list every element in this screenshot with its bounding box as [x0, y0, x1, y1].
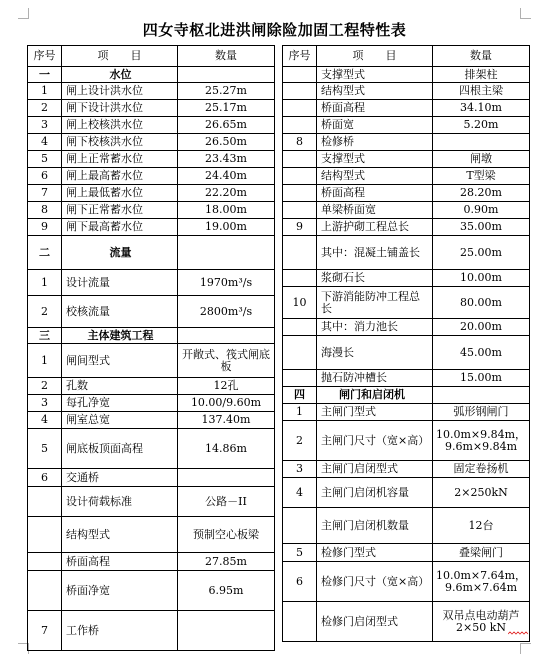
table-row: [283, 67, 530, 83]
row-item-name: 主体建筑工程: [62, 328, 178, 344]
table-row: [28, 469, 275, 487]
row-item-name: 流量: [62, 236, 178, 270]
table-row: [283, 219, 530, 236]
table-row: [28, 344, 275, 378]
row-value: 14.86m: [178, 429, 275, 469]
row-number: [283, 602, 317, 642]
row-number: [283, 370, 317, 387]
row-number: 6: [28, 469, 62, 487]
row-number: [283, 508, 317, 544]
row-number: [283, 83, 317, 100]
row-number: [283, 117, 317, 134]
row-item-name: 孔数: [62, 378, 178, 395]
row-value: 预制空心板梁: [178, 517, 275, 553]
row-value: 25.27m: [178, 83, 275, 100]
section-row: [28, 67, 275, 83]
table-row: [283, 336, 530, 370]
row-item-name: 结构型式: [317, 83, 433, 100]
table-header-row: [28, 46, 275, 67]
row-number: 5: [28, 151, 62, 168]
table-row: [28, 117, 275, 134]
row-item-name: 下游消能防冲工程总长: [317, 287, 433, 319]
row-number: 6: [28, 168, 62, 185]
row-item-name: 闸下最高蓄水位: [62, 219, 178, 236]
row-item-name: 闸上设计洪水位: [62, 83, 178, 100]
table-row: [283, 168, 530, 185]
row-number: 4: [28, 412, 62, 429]
header-value: 数量: [178, 46, 275, 67]
row-number: 5: [28, 429, 62, 469]
row-item-name: 闸下校核洪水位: [62, 134, 178, 151]
row-item-name: 闸上正常蓄水位: [62, 151, 178, 168]
row-number: 一: [28, 67, 62, 83]
row-item-name: 交通桥: [62, 469, 178, 487]
table-row: [28, 553, 275, 571]
table-row: [283, 185, 530, 202]
table-row: [28, 571, 275, 611]
row-number: [283, 236, 317, 270]
table-row: [283, 602, 530, 642]
table-row: [28, 296, 275, 328]
row-number: 9: [28, 219, 62, 236]
table-row: [283, 508, 530, 544]
table-row: [28, 134, 275, 151]
row-item-name: 闸上校核洪水位: [62, 117, 178, 134]
row-number: 4: [283, 478, 317, 508]
row-value: 10.00m: [433, 270, 530, 287]
table-row: [28, 168, 275, 185]
row-number: [283, 185, 317, 202]
row-value: 固定卷扬机: [433, 461, 530, 478]
row-value: 2800m³/s: [178, 296, 275, 328]
row-number: [28, 487, 62, 517]
page-corner-mark-bottom-right: [520, 643, 531, 654]
row-item-name: 结构型式: [62, 517, 178, 553]
row-item-name: 结构型式: [317, 168, 433, 185]
row-number: 1: [283, 404, 317, 421]
row-value: 137.40m: [178, 412, 275, 429]
table-row: [28, 151, 275, 168]
spec-table-right-body: [283, 67, 530, 642]
table-row: [28, 395, 275, 412]
row-value: [178, 469, 275, 487]
row-number: [283, 336, 317, 370]
row-item-name: 支撑型式: [317, 151, 433, 168]
row-item-name: 主闸门尺寸（宽×高）: [317, 421, 433, 461]
row-number: 3: [28, 395, 62, 412]
table-row: [28, 219, 275, 236]
row-item-name: 检修桥: [317, 134, 433, 151]
row-item-name: 主闸门启闭型式: [317, 461, 433, 478]
row-item-name: 单梁桥面宽: [317, 202, 433, 219]
row-number: [28, 553, 62, 571]
row-item-name: 检修门启闭型式: [317, 602, 433, 642]
section-row: [28, 328, 275, 344]
row-value: 18.00m: [178, 202, 275, 219]
row-item-name: 其中：混凝土铺盖长: [317, 236, 433, 270]
row-value: 34.10m: [433, 100, 530, 117]
row-item-name: 闸上最低蓄水位: [62, 185, 178, 202]
header-no: 序号: [28, 46, 62, 67]
row-item-name: 海漫长: [317, 336, 433, 370]
table-row: [28, 378, 275, 395]
row-number: [283, 168, 317, 185]
header-item: 项 目: [317, 46, 433, 67]
header-value: 数量: [433, 46, 530, 67]
row-value: 25.00m: [433, 236, 530, 270]
table-row: [283, 319, 530, 336]
row-item-name: 闸上最高蓄水位: [62, 168, 178, 185]
row-item-name: 每孔净宽: [62, 395, 178, 412]
header-no: 序号: [283, 46, 317, 67]
table-row: [28, 83, 275, 100]
row-item-name: 主闸门启闭机容量: [317, 478, 433, 508]
row-item-name: 设计流量: [62, 270, 178, 296]
row-number: [283, 319, 317, 336]
row-number: 8: [28, 202, 62, 219]
row-item-name: 桥面高程: [62, 553, 178, 571]
section-row: [283, 387, 530, 404]
row-value: 开敞式、筏式闸底板: [178, 344, 275, 378]
row-value: 闸墩: [433, 151, 530, 168]
row-value: 双吊点电动葫芦 2×50 kN: [433, 602, 530, 642]
row-value: 26.65m: [178, 117, 275, 134]
row-value: 公路－II: [178, 487, 275, 517]
table-row: [283, 270, 530, 287]
row-number: 10: [283, 287, 317, 319]
row-value: 27.85m: [178, 553, 275, 571]
row-number: 1: [28, 83, 62, 100]
row-value: 2×250kN: [433, 478, 530, 508]
row-item-name: 闸室总宽: [62, 412, 178, 429]
table-row: [283, 287, 530, 319]
row-value: 15.00m: [433, 370, 530, 387]
row-item-name: 桥面净宽: [62, 571, 178, 611]
row-item-name: 闸底板顶面高程: [62, 429, 178, 469]
table-row: [28, 429, 275, 469]
table-row: [283, 117, 530, 134]
row-number: 1: [28, 270, 62, 296]
spec-table-left-body: [28, 67, 275, 651]
row-number: [283, 67, 317, 83]
row-number: [283, 202, 317, 219]
table-row: [28, 202, 275, 219]
page-corner-mark-top-right: [520, 8, 531, 19]
row-number: 3: [283, 461, 317, 478]
row-number: 三: [28, 328, 62, 344]
table-row: [283, 202, 530, 219]
row-number: 二: [28, 236, 62, 270]
row-number: [283, 270, 317, 287]
row-value: 叠梁闸门: [433, 544, 530, 562]
table-row: [283, 100, 530, 117]
row-value: T型梁: [433, 168, 530, 185]
page-corner-mark-top-left: [18, 8, 29, 19]
table-row: [28, 487, 275, 517]
row-value: 45.00m: [433, 336, 530, 370]
row-value: 28.20m: [433, 185, 530, 202]
table-row: [283, 461, 530, 478]
row-value: 12孔: [178, 378, 275, 395]
row-value: [178, 328, 275, 344]
row-number: 2: [28, 378, 62, 395]
table-row: [28, 412, 275, 429]
row-value: 弧形钢闸门: [433, 404, 530, 421]
spec-table-left: [27, 45, 275, 651]
table-row: [283, 421, 530, 461]
table-row: [283, 544, 530, 562]
table-row: [283, 404, 530, 421]
table-row: [283, 478, 530, 508]
row-value: 80.00m: [433, 287, 530, 319]
row-number: 7: [28, 185, 62, 202]
row-value: 22.20m: [178, 185, 275, 202]
row-value: 20.00m: [433, 319, 530, 336]
row-number: 7: [28, 611, 62, 651]
row-value: [178, 236, 275, 270]
row-number: 2: [28, 100, 62, 117]
row-item-name: 闸下正常蓄水位: [62, 202, 178, 219]
row-number: 8: [283, 134, 317, 151]
table-row: [283, 370, 530, 387]
row-value: 0.90m: [433, 202, 530, 219]
row-number: 1: [28, 344, 62, 378]
row-value: 26.50m: [178, 134, 275, 151]
row-value: 23.43m: [178, 151, 275, 168]
row-item-name: 设计荷载标准: [62, 487, 178, 517]
row-item-name: 校核流量: [62, 296, 178, 328]
row-item-name: 桥面宽: [317, 117, 433, 134]
row-item-name: 桥面高程: [317, 185, 433, 202]
row-item-name: 其中：消力池长: [317, 319, 433, 336]
row-item-name: 水位: [62, 67, 178, 83]
table-row: [283, 134, 530, 151]
row-value: 10.0m×9.84m，9.6m×9.84m: [433, 421, 530, 461]
table-row: [28, 517, 275, 553]
spec-table-right: [282, 45, 530, 642]
row-item-name: 闸间型式: [62, 344, 178, 378]
row-value: 5.20m: [433, 117, 530, 134]
row-value: 1970m³/s: [178, 270, 275, 296]
row-number: 2: [283, 421, 317, 461]
table-row: [283, 151, 530, 168]
row-value: 24.40m: [178, 168, 275, 185]
row-value: 6.95m: [178, 571, 275, 611]
section-row: [28, 236, 275, 270]
page-title: 四女寺枢北进洪闸除险加固工程特性表: [142, 21, 407, 39]
table-header-row: [283, 46, 530, 67]
row-number: 3: [28, 117, 62, 134]
row-value: [433, 134, 530, 151]
row-number: [28, 571, 62, 611]
row-value: 19.00m: [178, 219, 275, 236]
row-value: 25.17m: [178, 100, 275, 117]
row-item-name: 主闸门型式: [317, 404, 433, 421]
row-number: [283, 151, 317, 168]
row-number: [283, 100, 317, 117]
row-value: 10.0m×7.64m，9.6m×7.64m: [433, 562, 530, 602]
row-number: 四: [283, 387, 317, 404]
row-value: 四根主梁: [433, 83, 530, 100]
table-row: [28, 611, 275, 651]
table-row: [28, 185, 275, 202]
table-row: [283, 236, 530, 270]
table-row: [28, 100, 275, 117]
row-number: 6: [283, 562, 317, 602]
row-item-name: 闸门和启闭机: [317, 387, 433, 404]
table-row: [283, 562, 530, 602]
row-item-name: 检修门型式: [317, 544, 433, 562]
row-number: 5: [283, 544, 317, 562]
row-value: [178, 611, 275, 651]
row-item-name: 工作桥: [62, 611, 178, 651]
row-value: 12台: [433, 508, 530, 544]
row-item-name: 上游护砌工程总长: [317, 219, 433, 236]
table-row: [283, 83, 530, 100]
row-number: 4: [28, 134, 62, 151]
row-value: 排架柱: [433, 67, 530, 83]
spell-check-squiggle: [508, 630, 528, 636]
table-row: [28, 270, 275, 296]
header-item: 项 目: [62, 46, 178, 67]
row-value: 35.00m: [433, 219, 530, 236]
row-item-name: 桥面高程: [317, 100, 433, 117]
row-item-name: 主闸门启闭机数量: [317, 508, 433, 544]
row-item-name: 抛石防冲槽长: [317, 370, 433, 387]
row-number: [28, 517, 62, 553]
row-item-name: 闸下设计洪水位: [62, 100, 178, 117]
row-value: [433, 387, 530, 404]
row-value: [178, 67, 275, 83]
row-number: 9: [283, 219, 317, 236]
row-item-name: 支撑型式: [317, 67, 433, 83]
row-number: 2: [28, 296, 62, 328]
row-item-name: 浆砌石长: [317, 270, 433, 287]
row-item-name: 检修门尺寸（宽×高）: [317, 562, 433, 602]
row-value: 10.00/9.60m: [178, 395, 275, 412]
